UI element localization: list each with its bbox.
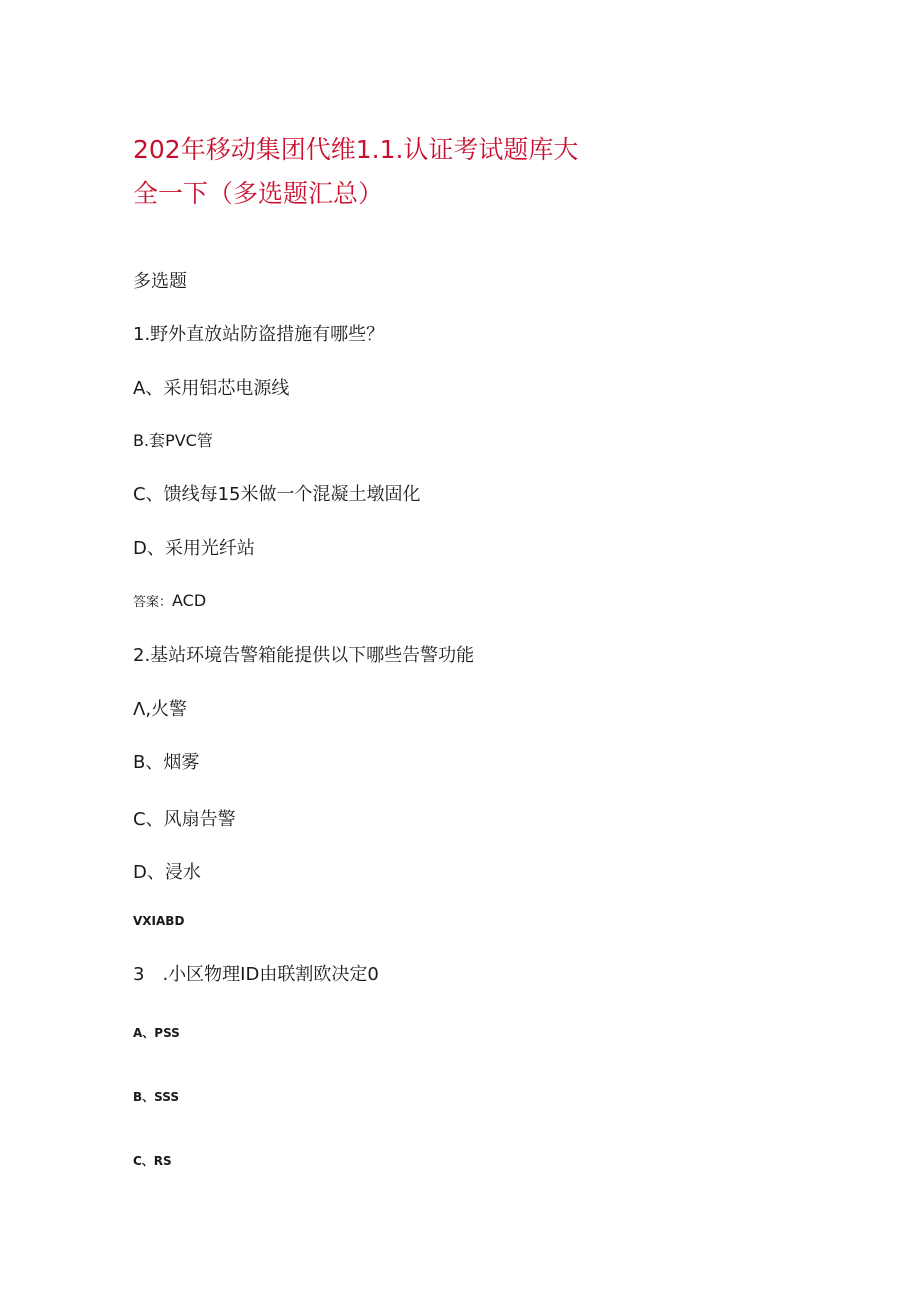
question-stem: 1.野外直放站防盗措施有哪些？ [133, 324, 385, 345]
answer-line [133, 591, 206, 611]
answer-line: VXIABD [133, 914, 185, 928]
option-d: D、浸水 [133, 862, 201, 883]
option-b: B.套PVC管 [133, 431, 213, 450]
option-a: Λ,火警 [133, 699, 188, 720]
option-a: A、PSS [133, 1026, 180, 1040]
option-c: C、风扇告警 [133, 809, 236, 830]
option-d: D、采用光纤站 [133, 538, 255, 559]
option-b: B、SSS [133, 1090, 179, 1104]
document-title: 202年移动集团代维1.1.认证考试题库大全一下（多选题汇总） [133, 135, 579, 208]
option-c: C、馈线每15米做一个混凝土墩固化 [133, 484, 421, 505]
option-a: A、采用铝芯电源线 [133, 378, 290, 399]
answer-label: 答案： [133, 595, 173, 610]
answer-value: ACD [172, 591, 207, 610]
option-b: B、烟雾 [133, 752, 200, 773]
section-heading: 多选题 [133, 271, 187, 292]
question-stem: 3 .小区物理ID由联割欧决定0 [133, 964, 379, 985]
option-c: C、RS [133, 1154, 172, 1168]
question-stem: 2.基站环境告警箱能提供以下哪些告警功能 [133, 645, 475, 666]
